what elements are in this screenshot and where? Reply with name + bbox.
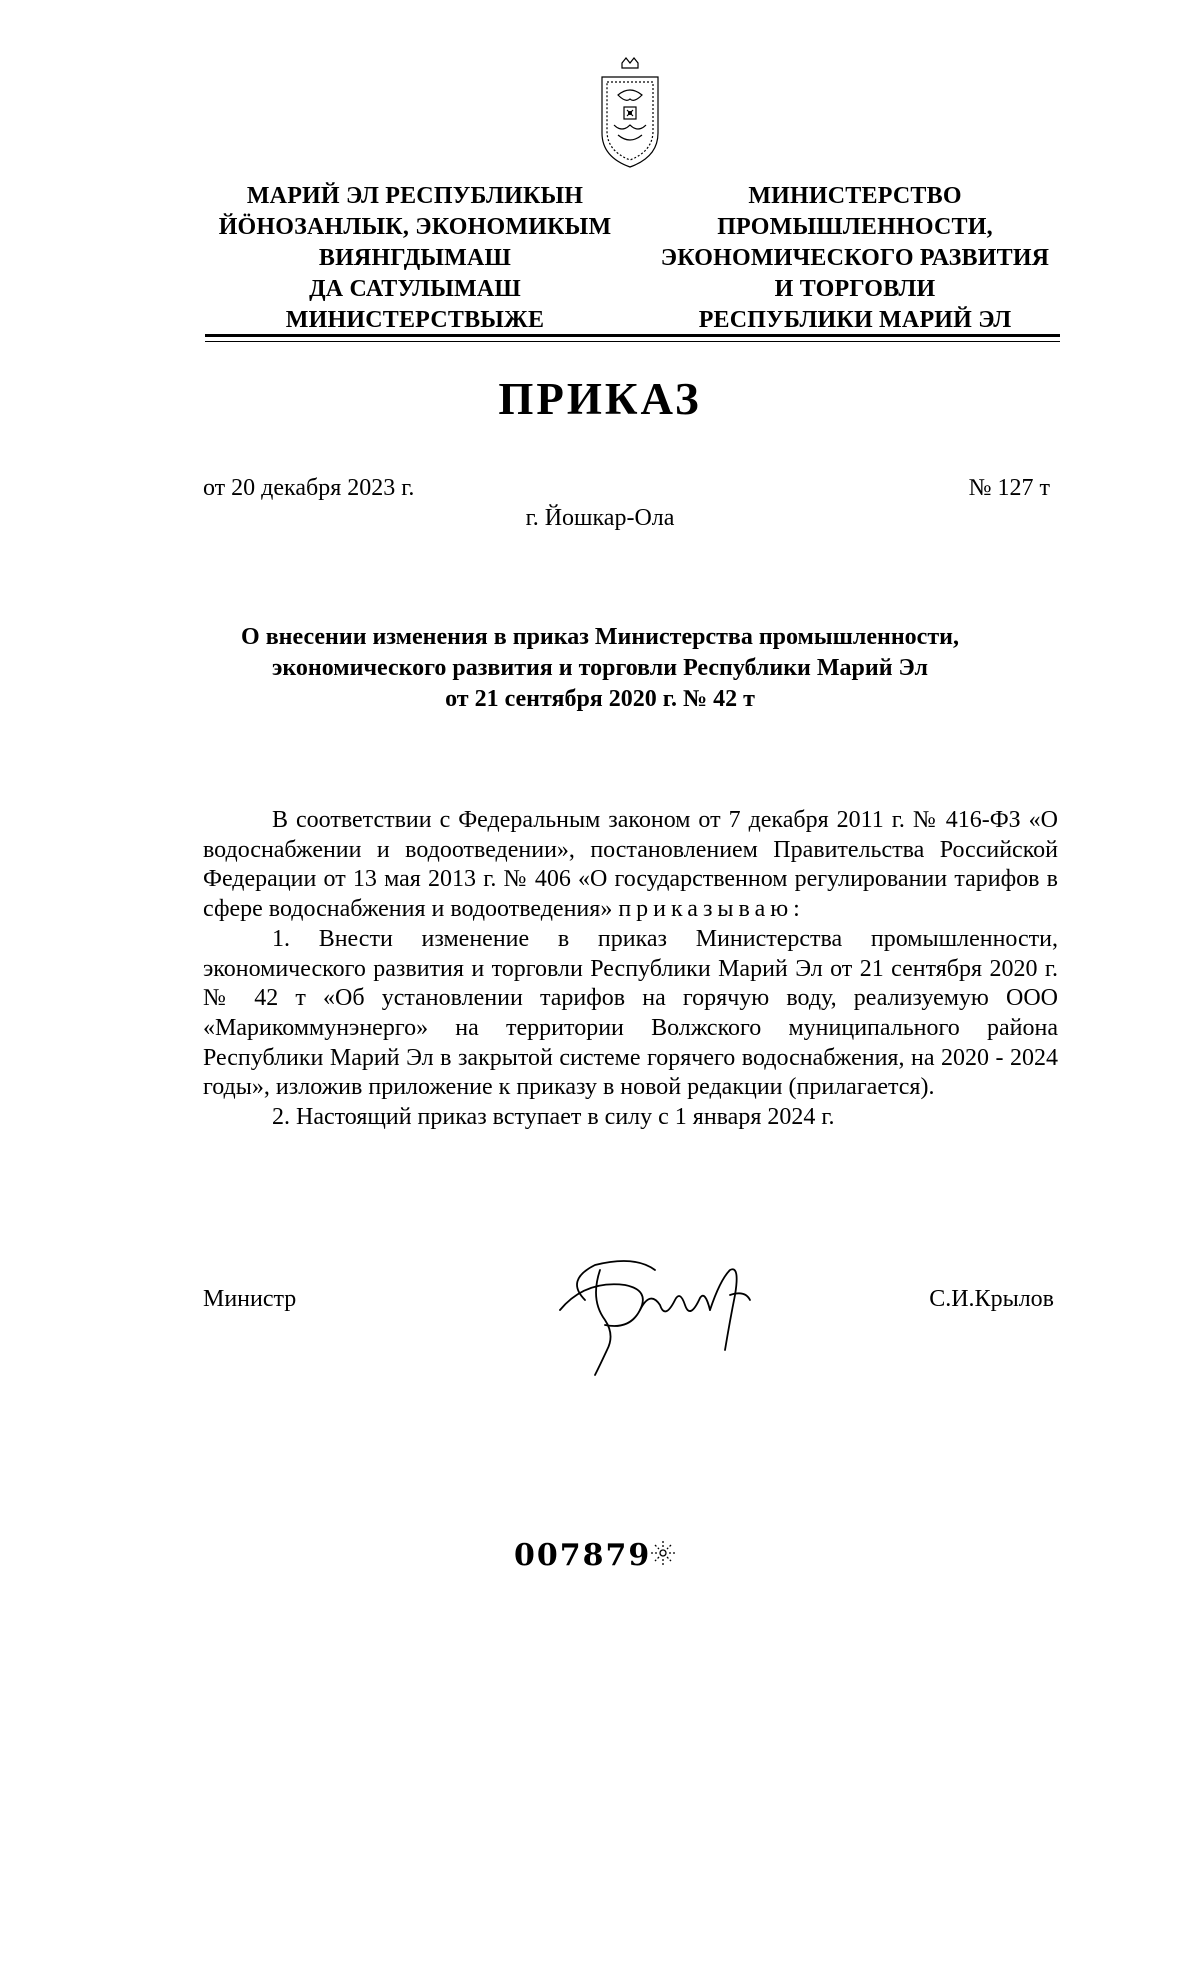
- signatory-position: Министр: [203, 1286, 297, 1312]
- body-paragraph-preamble: [203, 806, 1058, 925]
- document-title: ПРИКАЗ: [498, 374, 702, 424]
- header-left-line: МАРИЙ ЭЛ РЕСПУБЛИКЫН: [246, 183, 584, 209]
- header-divider-thick: [205, 334, 1060, 337]
- mark-icon: [648, 1538, 678, 1568]
- document-number: № 127 т: [968, 475, 1050, 501]
- header-left-line: ДА САТУЛЫМАШ: [309, 276, 521, 302]
- coat-of-arms-icon: [590, 55, 670, 175]
- header-ministry-mari: [205, 181, 625, 336]
- body-paragraph-item-1: 1. Внести изменение в приказ Министерства промышленности, экономического развития и торговли Республики Марий Эл от 21 сентября 2020 г. № 42 т «Об установлении тарифов на горячую воду, реализуемую ООО «Марикоммунэнерго» на территории Волжского муниципального района Республики Марий Эл в закрытой системе горячего водоснабжения, на 2020 - 2024 годы», изложив приложение к приказу в новой редакции (прилагается).: [203, 925, 1058, 1101]
- header-left-line: МИНИСТЕРСТВЫЖЕ: [285, 307, 545, 333]
- subject-line: экономического развития и торговли Республики Марий Эл: [272, 655, 928, 681]
- header-ministry-russian: [655, 181, 1055, 336]
- header-right-line: И ТОРГОВЛИ: [774, 276, 936, 302]
- subject-line: О внесении изменения в приказ Министерства промышленности,: [241, 624, 959, 650]
- header-divider-thin: [205, 341, 1060, 342]
- document-city: г. Йошкар-Ола: [525, 505, 675, 531]
- body-paragraph-item-2: 2. Настоящий приказ вступает в силу с 1 января 2024 г.: [272, 1104, 835, 1131]
- document-subject: [180, 622, 1020, 715]
- header-right-line: ПРОМЫШЛЕННОСТИ,: [717, 214, 993, 240]
- signatory-name: С.И.Крылов: [929, 1286, 1054, 1312]
- registration-number: 007879: [514, 1538, 652, 1573]
- header-right-line: РЕСПУБЛИКИ МАРИЙ ЭЛ: [698, 307, 1012, 333]
- header-right-line: ЭКОНОМИЧЕСКОГО РАЗВИТИЯ: [660, 245, 1050, 271]
- order-word: приказываю:: [618, 896, 805, 923]
- subject-line: от 21 сентября 2020 г. № 42 т: [445, 686, 755, 712]
- header-right-line: МИНИСТЕРСТВО: [748, 183, 962, 209]
- header-left-line: ЙӦНОЗАНЛЫК, ЭКОНОМИКЫМ: [218, 214, 612, 240]
- handwritten-signature: [545, 1240, 775, 1380]
- preamble-text: В соответствии с Федеральным законом от 7 декабря 2011 г. № 416-ФЗ «О водоснабжении и водоотведении», постановлением Правительства Российской Федерации от 13 мая 2013 г. № 406 «О государственном регулировании тарифов в сфере водоснабжения и водоотведения»: [203, 807, 1058, 923]
- document-date: от 20 декабря 2023 г.: [203, 475, 415, 501]
- header-left-line: ВИЯНГДЫМАШ: [318, 245, 512, 271]
- document-body: [203, 806, 1058, 1133]
